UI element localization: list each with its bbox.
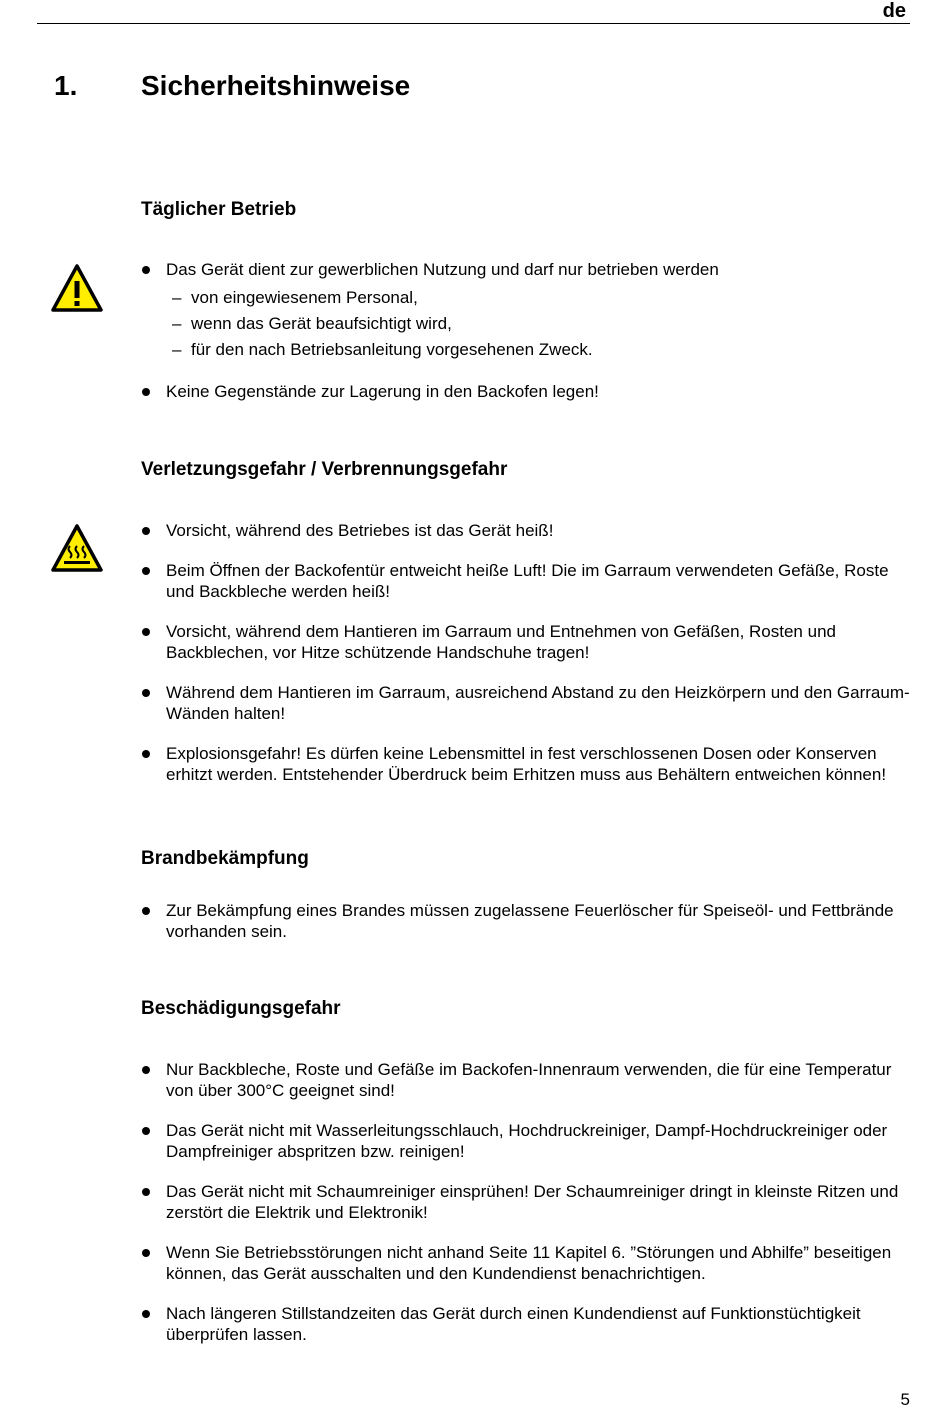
fire-fighting-list [141,900,911,942]
chapter-title: Sicherheitshinweise [141,70,411,101]
chapter-number: 1. [54,70,78,101]
daily-operation-list [141,259,911,363]
list-item: Zur Bekämpfung eines Brandes müssen zugelassene Feuerlöscher für Speiseöl- und Fettbrände vorhanden sein. [141,900,911,942]
list-item: Wenn Sie Betriebsstörungen nicht anhand Seite 11 Kapitel 6. ”Störungen und Abhilfe” beseitigen können, das Gerät ausschalten und den Kundendienst benachrichtigen. [141,1242,911,1284]
section-title-injury-hazard: Verletzungsgefahr / Verbrennungsgefahr [141,459,508,480]
sub-list-item: – für den nach Betriebsanleitung vorgesehenen Zweck. [166,337,911,363]
sub-list-item: – von eingewiesenem Personal, [166,285,911,311]
general-warning-icon [51,264,103,312]
hot-surface-warning-icon [51,524,103,572]
list-item: Nach längeren Stillstandzeiten das Gerät durch einen Kundendienst auf Funktionstüchtigkeit überprüfen lassen. [141,1303,911,1345]
list-item: Nur Backbleche, Roste und Gefäße im Backofen-Innenraum verwenden, die für eine Temperatur von über 300°C geeignet sind! [141,1059,911,1101]
header-rule [37,23,910,24]
list-item: Keine Gegenstände zur Lagerung in den Backofen legen! [141,381,911,402]
section-title-damage-hazard: Beschädigungsgefahr [141,998,341,1019]
section-title-daily-operation: Täglicher Betrieb [141,199,297,220]
list-item: Während dem Hantieren im Garraum, ausreichend Abstand zu den Heizkörpern und den Garraum-Wänden halten! [141,682,911,724]
list-item: Das Gerät nicht mit Wasserleitungsschlauch, Hochdruckreiniger, Dampf-Hochdruckreiniger oder Dampfreiniger abspritzen bzw. reinigen! [141,1120,911,1162]
list-item: Vorsicht, während des Betriebes ist das Gerät heiß! [141,520,911,541]
daily-operation-list-2 [141,381,911,402]
list-item: Das Gerät dient zur gewerblichen Nutzung und darf nur betrieben werden – von eingewiesenem Personal, – wenn das Gerät beaufsichtigt wird, – für den nach Betriebsanleitung vorgesehenen Zweck. [141,259,911,363]
damage-hazard-list [141,1059,911,1345]
list-item: Das Gerät nicht mit Schaumreiniger einsprühen! Der Schaumreiniger dringt in kleinste Ritzen und zerstört die Elektrik und Elektronik! [141,1181,911,1223]
language-code: de [882,0,906,22]
list-item: Beim Öffnen der Backofentür entweicht heiße Luft! Die im Garraum verwendeten Gefäße, Roste und Backbleche werden heiß! [141,560,911,602]
chapter-heading [54,70,410,102]
page-number: 5 [900,1390,910,1409]
sub-list-item: – wenn das Gerät beaufsichtigt wird, [166,311,911,337]
list-item: Vorsicht, während dem Hantieren im Garraum und Entnehmen von Gefäßen, Rosten und Backblechen, vor Hitze schützende Handschuhe tragen! [141,621,911,663]
injury-hazard-list [141,520,911,785]
list-item: Explosionsgefahr! Es dürfen keine Lebensmittel in fest verschlossenen Dosen oder Konserven erhitzt werden. Entstehender Überdruck beim Erhitzen muss aus Behältern entweichen können! [141,743,911,785]
section-title-fire-fighting: Brandbekämpfung [141,848,309,869]
sub-list [166,285,911,363]
